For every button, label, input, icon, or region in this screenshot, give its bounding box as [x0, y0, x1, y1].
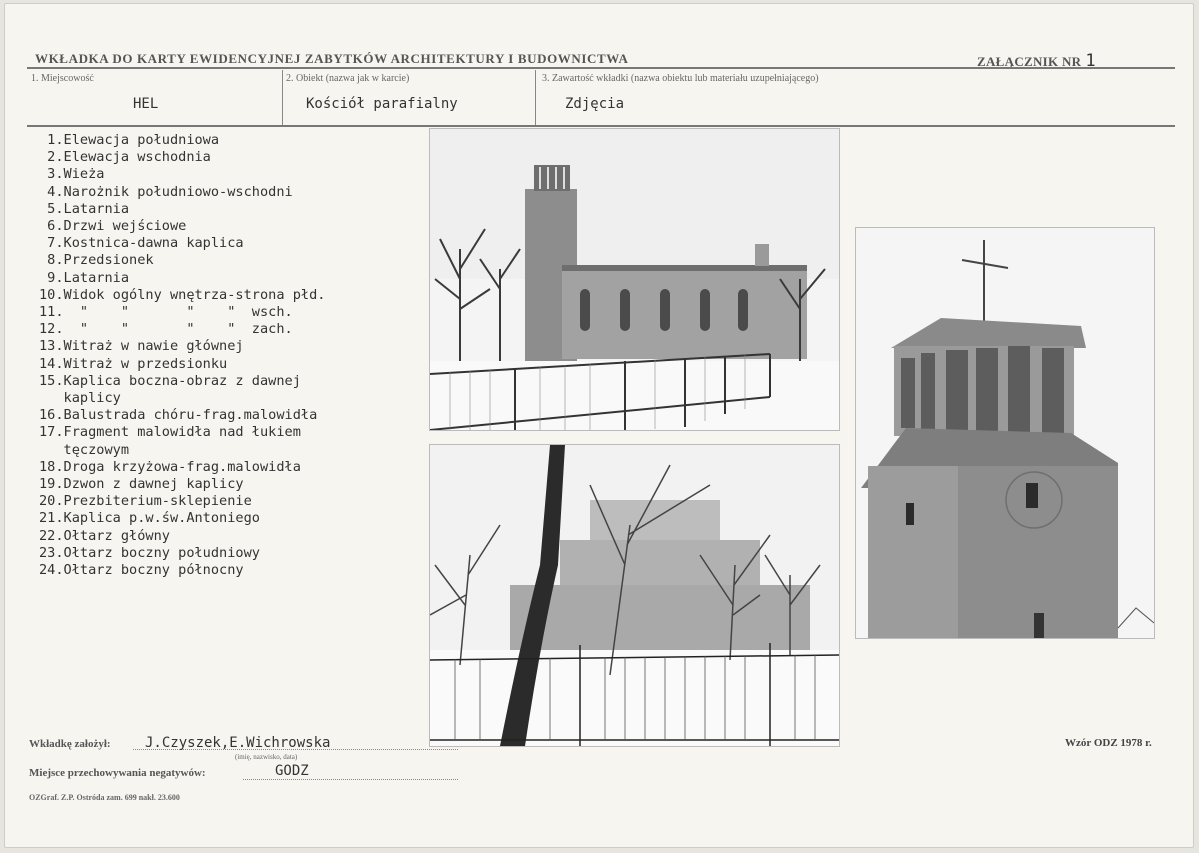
list-item: 17.Fragment malowidła nad łukiem — [39, 424, 301, 441]
list-item: 5.Latarnia — [39, 200, 130, 217]
list-item: 10.Widok ogólny wnętrza-strona płd. — [39, 286, 326, 303]
field-divider-2 — [535, 70, 536, 125]
list-item: 18.Droga krzyżowa-frag.malowidła — [39, 458, 301, 475]
church-through-trees-image — [430, 445, 839, 746]
list-item: 6.Drzwi wejściowe — [39, 218, 187, 235]
list-item: 22.Ołtarz główny — [39, 527, 170, 544]
field-label-object: 2. Obiekt (nazwa jak w karcie) — [286, 73, 410, 84]
list-item: 24.Ołtarz boczny północny — [39, 562, 244, 579]
tower-photo-image — [856, 228, 1154, 638]
list-item: 7.Kostnica-dawna kaplica — [39, 235, 244, 252]
storage-dotted-line — [243, 779, 458, 780]
list-item: 2.Elewacja wschodnia — [39, 149, 211, 166]
list-item: 14.Witraż w przedsionku — [39, 355, 228, 372]
church-photo-image — [430, 129, 839, 430]
church-photo — [429, 128, 840, 431]
top-rule — [27, 67, 1175, 69]
field-value-object: Kościół parafialny — [306, 96, 458, 112]
list-item: 19.Dzwon z dawnej kaplicy — [39, 476, 244, 493]
fields-bottom-rule — [27, 125, 1175, 127]
author-label: Wkładkę założył: — [29, 738, 111, 750]
list-item: 12. " " " " zach. — [39, 321, 293, 338]
list-item: 9.Latarnia — [39, 269, 130, 286]
form-title: WKŁADKA DO KARTY EWIDENCYJNEJ ZABYTKÓW ARCHITEKTURY I BUDOWNICTWA — [35, 51, 629, 66]
list-item: 4.Narożnik południowo-wschodni — [39, 183, 293, 200]
list-item: 20.Prezbiterium-sklepienie — [39, 493, 252, 510]
field-divider-1 — [282, 70, 283, 125]
storage-value: GODZ — [275, 763, 309, 779]
author-hint: (imię, nazwisko, data) — [235, 753, 298, 761]
list-item: tęczowym — [39, 441, 130, 458]
document-card — [4, 3, 1194, 848]
attachment-value: 1 — [1085, 51, 1096, 71]
list-item: 15.Kaplica boczna-obraz z dawnej — [39, 372, 301, 389]
list-item: 8.Przedsionek — [39, 252, 154, 269]
field-value-content: Zdjęcia — [565, 96, 625, 112]
church-through-trees-photo — [429, 444, 840, 747]
list-item: 3.Wieża — [39, 166, 105, 183]
list-item: kaplicy — [39, 390, 121, 407]
field-label-content: 3. Zawartość wkładki (nazwa obiektu lub materiału uzupełniającego) — [542, 73, 819, 84]
attachment-label: ZAŁĄCZNIK NR — [977, 54, 1082, 69]
list-item: 13.Witraż w nawie głównej — [39, 338, 244, 355]
list-item: 21.Kaplica p.w.św.Antoniego — [39, 510, 260, 527]
field-value-locality: HEL — [133, 96, 159, 112]
field-label-locality: 1. Miejscowość — [31, 73, 94, 84]
author-value: J.Czyszek,E.Wichrowska — [145, 735, 331, 751]
form-model: Wzór ODZ 1978 r. — [1065, 737, 1152, 749]
list-item: 1.Elewacja południowa — [39, 132, 220, 148]
list-item: 23.Ołtarz boczny południowy — [39, 544, 260, 561]
storage-label: Miejsce przechowywania negatywów: — [29, 767, 206, 779]
tower-photo — [855, 227, 1155, 639]
list-item: 16.Balustrada chóru-frag.malowidła — [39, 407, 318, 424]
list-item: 11. " " " " wsch. — [39, 304, 293, 321]
photo-list — [39, 132, 429, 579]
print-info: OZGraf. Z.P. Ostróda zam. 699 nakł. 23.600 — [29, 793, 180, 802]
